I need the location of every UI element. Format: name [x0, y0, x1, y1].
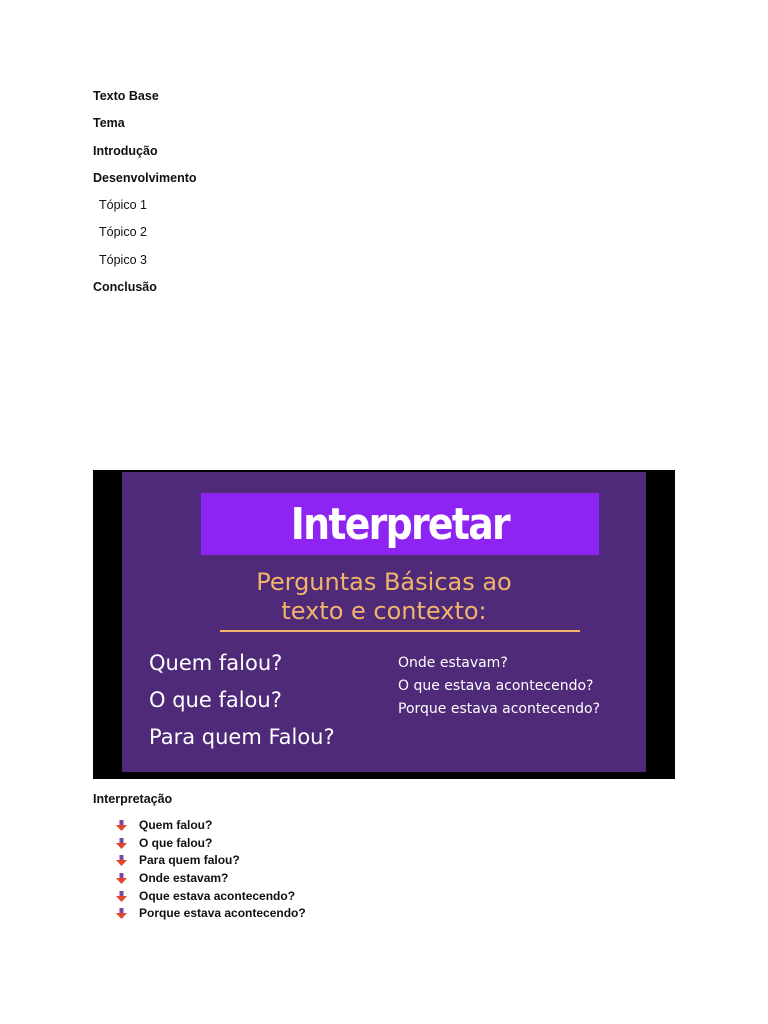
slide-right-questions	[398, 654, 600, 723]
interpretation-list	[116, 817, 306, 923]
arrow-down-bullet-icon	[116, 855, 127, 866]
arrow-down-bullet-icon	[116, 838, 127, 849]
slide-title-box	[201, 493, 599, 555]
slide-question: Onde estavam?	[398, 655, 508, 671]
arrow-down-bullet-icon	[116, 891, 127, 902]
outline-item-texto-base: Texto Base	[93, 89, 159, 103]
slide-content	[122, 472, 646, 772]
list-item-text: Porque estava acontecendo?	[139, 906, 306, 921]
list-item-text: Quem falou?	[139, 818, 213, 833]
list-item	[116, 817, 306, 835]
slide-left-questions	[149, 650, 335, 761]
slide-question: O que falou?	[149, 688, 282, 712]
slide-subtitle	[122, 568, 646, 626]
arrow-down-bullet-icon	[116, 873, 127, 884]
list-item	[116, 852, 306, 870]
slide-image	[93, 470, 675, 779]
outline-item-topico-1: Tópico 1	[99, 198, 147, 213]
slide-subtitle-line-2: texto e contexto:	[281, 597, 487, 625]
arrow-down-bullet-icon	[116, 820, 127, 831]
slide-divider	[220, 630, 580, 632]
list-item-text: O que falou?	[139, 835, 213, 850]
slide-question: Quem falou?	[149, 651, 283, 675]
slide-question: O que estava acontecendo?	[398, 678, 594, 694]
arrow-down-bullet-icon	[116, 908, 127, 919]
outline-item-desenvolvimento: Desenvolvimento	[93, 170, 197, 185]
list-item	[116, 835, 306, 853]
list-item	[116, 887, 306, 905]
slide-question: Para quem Falou?	[149, 725, 335, 749]
list-item-text: Oque estava acontecendo?	[139, 888, 296, 903]
list-item	[116, 905, 306, 923]
interpretation-heading: Interpretação	[93, 792, 173, 806]
outline-item-conclusao: Conclusão	[93, 280, 157, 295]
slide-title: Interpretar	[290, 498, 510, 550]
outline-item-introducao: Introdução	[93, 143, 158, 158]
slide-question: Porque estava acontecendo?	[398, 701, 601, 717]
slide-subtitle-line-1: Perguntas Básicas ao	[256, 568, 512, 596]
list-item-text: Onde estavam?	[139, 871, 229, 886]
outline-item-topico-3: Tópico 3	[99, 252, 147, 267]
outline-item-tema: Tema	[93, 116, 125, 131]
outline-item-topico-2: Tópico 2	[99, 225, 147, 240]
document-outline	[93, 87, 197, 305]
list-item	[116, 870, 306, 888]
list-item-text: Para quem falou?	[139, 853, 240, 868]
